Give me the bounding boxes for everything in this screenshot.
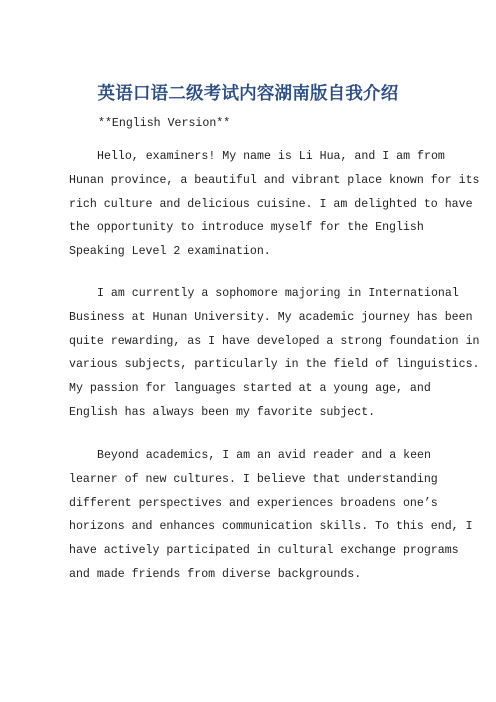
paragraph-line: and made friends from diverse backgrounds. [69,567,362,581]
paragraph-line: quite rewarding, as I have developed a strong foundation in [69,334,480,348]
paragraph-line: Hunan province, a beautiful and vibrant place known for its [69,173,480,187]
paragraph-line: rich culture and delicious cuisine. I am delighted to have [69,197,473,211]
paragraph [69,282,480,425]
paragraph-line: Beyond academics, I am an avid reader and a keen [97,449,431,462]
paragraph-line: Speaking Level 2 examination. [69,245,271,259]
paragraph [69,145,480,264]
paragraph-line: Hello, examiners! My name is Li Hua, and I am from [97,150,445,163]
page-title: 英语口语二级考试内容湖南版自我介绍 [97,84,399,104]
paragraph-line: the opportunity to introduce myself for the English [69,221,424,235]
paragraph-line: have actively participated in cultural exchange programs [69,544,459,558]
paragraph-line: My passion for languages started at a young age, and [69,382,431,396]
paragraph-line: I am currently a sophomore majoring in International [97,287,459,300]
paragraph-line: various subjects, particularly in the field of linguistics. [69,358,480,372]
paragraph-line: English has always been my favorite subject. [69,405,376,419]
paragraph [69,444,473,587]
paragraph-line: Business at Hunan University. My academic journey has been [69,310,473,324]
paragraph-line: horizons and enhances communication skills. To this end, I [69,520,473,534]
subheading: **English Version** [98,117,231,130]
paragraph-line: different perspectives and experiences broadens one’s [69,496,438,510]
paragraph-line: learner of new cultures. I believe that understanding [69,472,438,486]
